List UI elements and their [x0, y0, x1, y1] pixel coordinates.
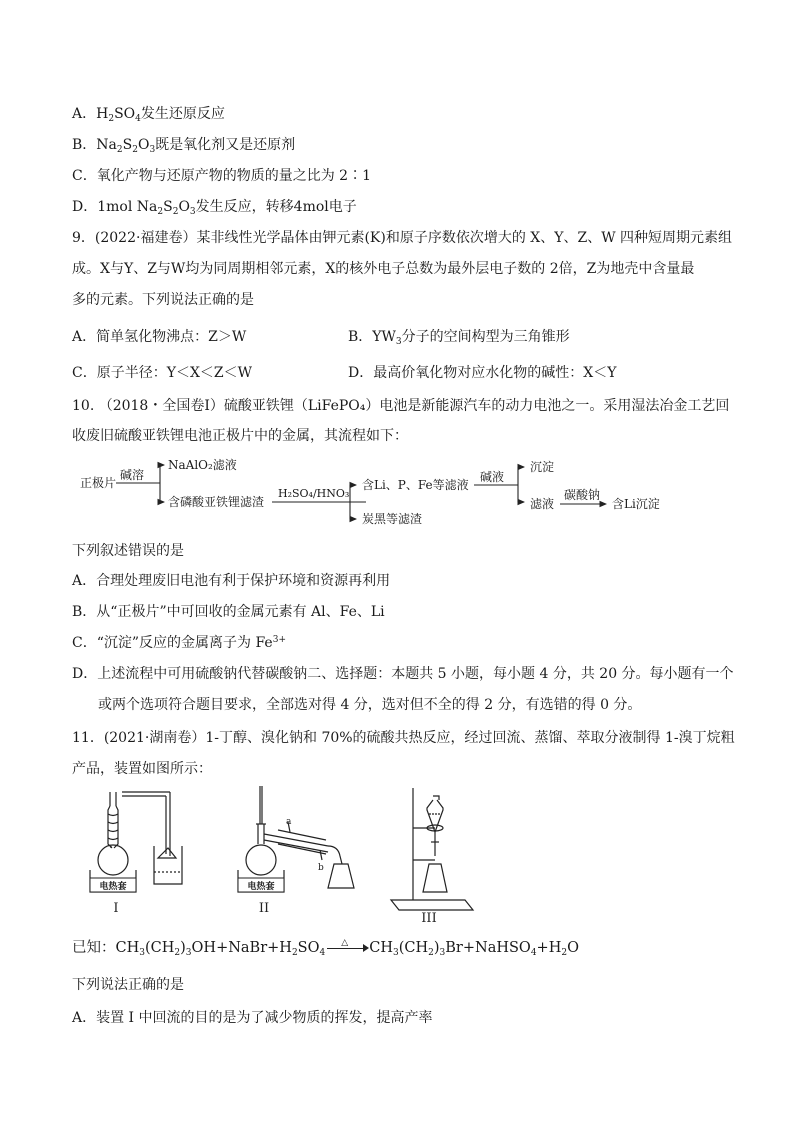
flow-product: 含Li沉淀: [612, 497, 660, 511]
app3-num: III: [421, 911, 437, 926]
q8-option-b: B．$Na_2S_2O_3$既是氧化剂又是还原剂: [72, 137, 296, 155]
q9-option-a: A．简单氢化物沸点：Z＞W: [72, 329, 247, 345]
flow-step1: 碱溶: [120, 468, 145, 482]
q8-option-d: D．1mol $Na_2S_2O_3$发生反应，转移4mol电子: [72, 199, 357, 217]
apparatus-2-figure: [230, 784, 370, 924]
q9-option-d: D．最高价氧化物对应水化物的碱性：X＜Y: [348, 365, 617, 381]
q10-option-a: A．合理处理废旧电池有利于保护环境和资源再利用: [72, 573, 391, 589]
q10-stem-line1: 10. （2018・全国卷Ⅰ）硫酸亚铁锂（LiFePO₄）电池是新能源汽车的动力电池之一。采用湿法冶金工艺回: [72, 398, 730, 414]
q10-stem-line2: 收废旧硫酸亚铁锂电池正极片中的金属，其流程如下：: [72, 428, 408, 444]
q8-option-a: A．$H_2SO_4$发生还原反应: [72, 106, 225, 124]
q11-stem-line1: 11．(2021·湖南卷）1-丁醇、溴化钠和 70%的硫酸共热反应，经过回流、蒸馏、萃取分液制得 1-溴丁烷粗: [72, 730, 735, 746]
flow-precip: 沉淀: [530, 460, 555, 474]
q8-option-c: C．氧化产物与还原产物的物质的量之比为 2∶1: [72, 168, 371, 184]
q10-flowchart: [70, 455, 690, 535]
flow-start: 正极片: [80, 476, 117, 490]
flow-reagent2: 碳酸钠: [564, 488, 601, 502]
flow-residue2: 炭黑等滤渣: [362, 512, 423, 526]
flow-step3: 碱液: [480, 470, 505, 484]
app1-label: 电热套: [99, 882, 127, 892]
apparatus-1-figure: [80, 784, 210, 924]
app2-port-a: a: [286, 817, 292, 827]
app1-num: I: [113, 901, 119, 916]
flow-filtrate2: 含Li、P、Fe等滤液: [362, 478, 469, 492]
q11-stem-line2: 产品，装置如图所示：: [72, 761, 212, 777]
flow-filtrate3: 滤液: [530, 497, 555, 511]
q11-ask: 下列说法正确的是: [72, 977, 184, 993]
q10-option-d-line2: 或两个选项符合题目要求，全部选对得 4 分，选对但不全的得 2 分，有选错的得 0 分。: [98, 697, 642, 713]
reaction-arrow: △: [325, 941, 369, 955]
flow-reagent: H₂SO₄/HNO₃: [278, 487, 350, 500]
q9-stem-line1: 9．(2022·福建卷）某非线性光学晶体由钾元素(K)和原子序数依次增大的 X、Y、Z、W 四种短周期元素组: [72, 230, 733, 246]
flow-filtrate1: NaAlO₂滤液: [168, 458, 237, 472]
app2-num: II: [258, 901, 270, 916]
q11-known-equation: 已知：$CH_3(CH_2)_3OH+NaBr+H_2SO_4$ △ $CH_3(CH_2)_3Br+NaHSO_4+H_2O$: [72, 938, 579, 958]
q10-option-c: C．“沉淀”反应的金属离子为 $Fe^{3+}$: [72, 635, 286, 651]
q9-stem-line2: 成。X与Y、Z与W均为同周期相邻元素，X的核外电子总数为最外层电子数的 2倍，Z为地壳中含量最: [72, 261, 695, 277]
q9-option-c: C．原子半径：Y＜X＜Z＜W: [72, 365, 253, 381]
q10-option-d-line1: D．上述流程中可用硫酸钠代替碳酸钠二、选择题：本题共 5 小题，每小题 4 分，共 20 分。每小题有一个: [72, 666, 734, 682]
app2-port-b: b: [318, 863, 324, 873]
q11-option-a: A．装置 I 中回流的目的是为了减少物质的挥发，提高产率: [72, 1010, 433, 1026]
q10-option-b: B．从“正极片”中可回收的金属元素有 Al、Fe、Li: [72, 604, 385, 620]
apparatus-3-figure: [385, 784, 475, 934]
q9-stem-line3: 多的元素。下列说法正确的是: [72, 292, 254, 308]
app2-label: 电热套: [247, 882, 275, 892]
q9-option-b: B．$YW_3$分子的空间构型为三角锥形: [348, 329, 570, 347]
q10-ask: 下列叙述错误的是: [72, 543, 184, 559]
flow-residue1: 含磷酸亚铁锂滤渣: [168, 495, 265, 509]
